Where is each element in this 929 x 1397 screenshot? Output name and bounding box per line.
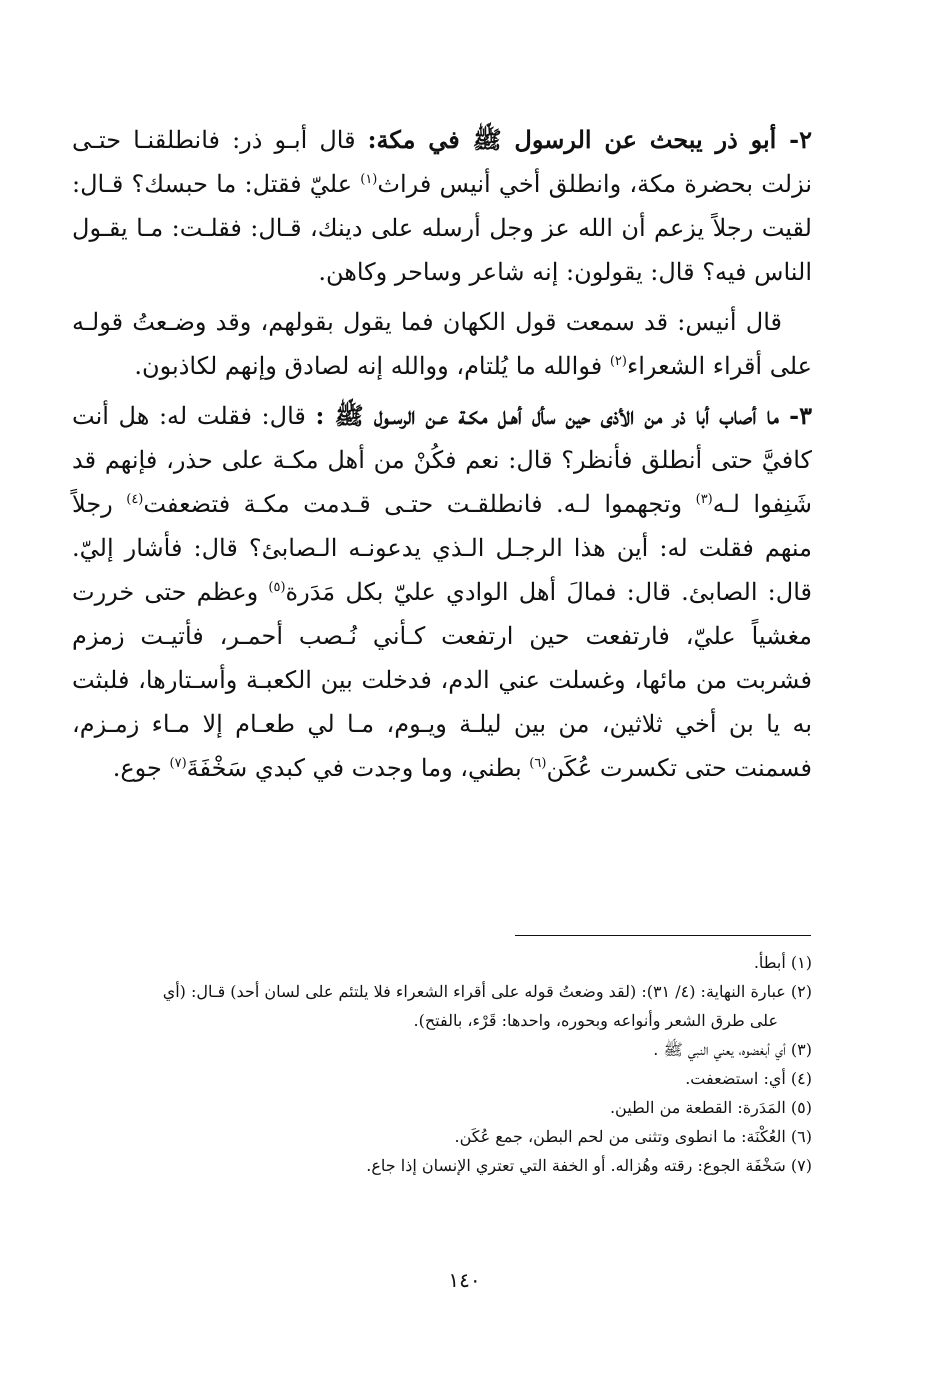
footnote-number: (٥)	[790, 1098, 812, 1117]
footnote-6	[72, 1122, 812, 1151]
footnote-number: (٦)	[790, 1127, 812, 1146]
paragraph-text: فوالله ما يُلتام، ووالله إنه لصادق وإنهم لكاذبون.	[134, 352, 610, 380]
footnote-2	[72, 977, 812, 1035]
paragraph-text: رجلاً منهم فقلت له: أين هذا الرجـل الـذي يدعونـه الـصابئ؟ قال: فأشار إليّ. قال: الصابئ. قال: فمالَ أهل الوادي عليّ بكل مَدَرة	[72, 490, 812, 606]
footnote-1	[72, 948, 812, 977]
footnote-ref-1[interactable]: (١)	[360, 172, 378, 187]
footnote-continuation: على طرق الشعر وأنواعه وبحوره، واحدها: قَرْء، بالفتح).	[413, 1011, 778, 1030]
footnote-text: أي أبغضوه، يعني النبي ﷺ .	[653, 1040, 786, 1059]
footnote-text: المَدَرة: القطعة من الطين.	[609, 1098, 786, 1117]
footnote-7	[72, 1151, 812, 1180]
footnote-4	[72, 1064, 812, 1093]
main-text	[72, 118, 812, 796]
footnote-ref-6[interactable]: (٦)	[529, 756, 547, 771]
paragraph-text: عليّ فقتل: ما حبسك؟ قـال: لقيت رجلاً يزعم أن الله عز وجل أرسله على دينك، قـال: فقلـت: مـا يقـول الناس فيه؟ قال: يقولون: إنه شاعر وساحر وكاهن.	[72, 170, 812, 286]
paragraph-text: قال: فقلت له: هل أنت كافيَّ حتى أنطلق فأنظر؟ قال: نعم فكُنْ من أهل مكـة على حذر، فإنهم قد شَنِفوا لـه	[72, 402, 812, 518]
footnote-text: عبارة النهاية: (٤/ ٣١): (لقد وضعتُ قوله على أقراء الشعراء فلا يلتئم على لسان أحد) قـال: (أي	[162, 982, 786, 1001]
footnote-number: (٢)	[790, 982, 812, 1001]
paragraph-text: جوع.	[112, 754, 170, 782]
paragraph-1	[72, 118, 812, 294]
paragraph-text: قال أنيس: قد سمعت قول الكهان فما يقول بقولهم، وقد وضـعتُ قولـه على أقراء الشعراء	[72, 308, 812, 380]
section-heading-3: ٣- ما أصاب أبا ذر من الأذى حين سأل أهـل مكـة عـن الرسـول ﷺ :	[315, 401, 812, 430]
footnote-number: (٣)	[790, 1040, 812, 1059]
footnote-number: (١)	[790, 953, 812, 972]
footnote-3	[72, 1035, 812, 1064]
paragraph-2	[72, 300, 812, 388]
footnote-divider	[515, 935, 811, 936]
footnote-text: سَخْفَة الجوع: رقته وهُزاله. أو الخفة التي تعتري الإنسان إذا جاع.	[366, 1156, 786, 1175]
footnote-ref-3[interactable]: (٣)	[695, 492, 713, 507]
footnote-number: (٧)	[790, 1156, 812, 1175]
paragraph-text: وعظم حتى خررت مغشياً عليّ، فارتفعت حين ارتفعت كـأني نُـصب أحمـر، فأتيـت زمزم فشربت من مائها، وغسلت عني الدم، فدخلت بين الكعبـة وأسـتارها، فلبثت به يا بن أخي ثلاثين، من بين ليلـة ويـوم، مـا لي طعـام إلا مـاء زمـزم، فسمنت حتى تكسرت عُكَن	[72, 578, 812, 782]
page-number: ١٤٠	[448, 1268, 481, 1292]
paragraph-text: وتجهموا لـه. فانطلقـت حتـى قـدمت مكـة فتضعفت	[143, 490, 696, 518]
paragraph-text: قال أبـو ذر: فانطلقنـا حتـى نزلت بحضرة مكة، وانطلق أخي أنيس فراث	[72, 126, 813, 198]
footnote-5	[72, 1093, 812, 1122]
section-heading-2: ٢- أبو ذر يبحث عن الرسول ﷺ في مكة:	[367, 125, 812, 154]
footnote-number: (٤)	[790, 1069, 812, 1088]
footnote-ref-2[interactable]: (٢)	[609, 354, 627, 369]
footnote-ref-4[interactable]: (٤)	[126, 492, 144, 507]
footnote-text: أبطأ.	[753, 953, 786, 972]
footnote-text: العُكْنَة: ما انطوى وتثنى من لحم البطن، جمع عُكَن.	[454, 1127, 786, 1146]
footnote-text: أي: استضعفت.	[685, 1069, 786, 1088]
paragraph-3	[72, 394, 812, 790]
footnote-ref-7[interactable]: (٧)	[169, 756, 187, 771]
footnote-ref-5[interactable]: (٥)	[268, 580, 286, 595]
paragraph-text: بطني، وما وجدت في كبدي سَخْفَةَ	[186, 754, 530, 782]
footnotes	[72, 948, 812, 1180]
